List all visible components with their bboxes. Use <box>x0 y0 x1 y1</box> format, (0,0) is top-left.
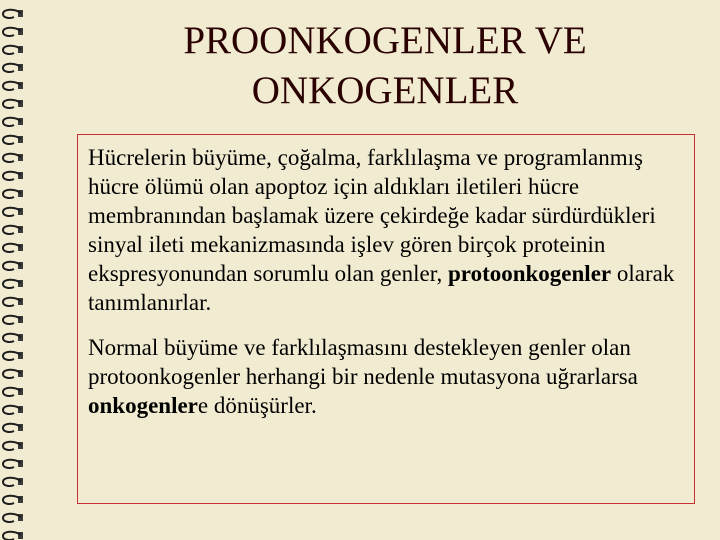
paragraph-2-bold: onkogenler <box>88 393 198 418</box>
paragraph-1-tail: olarak tanımlanırlar. <box>88 261 675 315</box>
paragraph-1-text: Hücrelerin büyüme, çoğalma, farklılaşma ve programlanmış hücre ölümü olan apoptoz için aldıkları iletileri hücre membranından başlamak üzere çekirdeğe kadar sürdürdükleri sinyal ileti mekanizmasında işlev gören birçok proteinin ekspresyonundan sorumlu olan genler, <box>88 145 656 286</box>
paragraph-2 <box>88 333 694 420</box>
paragraph-1-bold: protoonkogenler <box>447 261 612 286</box>
paragraph-2-text: Normal büyüme ve farklılaşmasını destekleyen genler olan protoonkogenler herhangi bir nedenle mutasyona uğrarlarsa <box>88 335 638 389</box>
title-line-2: ONKOGENLER <box>251 69 519 112</box>
paragraph-2-tail: e dönüşürler. <box>197 393 317 418</box>
spiral-binding <box>0 0 30 540</box>
slide-title <box>60 16 710 116</box>
title-line-1: PROONKOGENLER VE <box>183 19 587 62</box>
content-box <box>77 134 695 504</box>
paragraph-1 <box>88 143 694 317</box>
